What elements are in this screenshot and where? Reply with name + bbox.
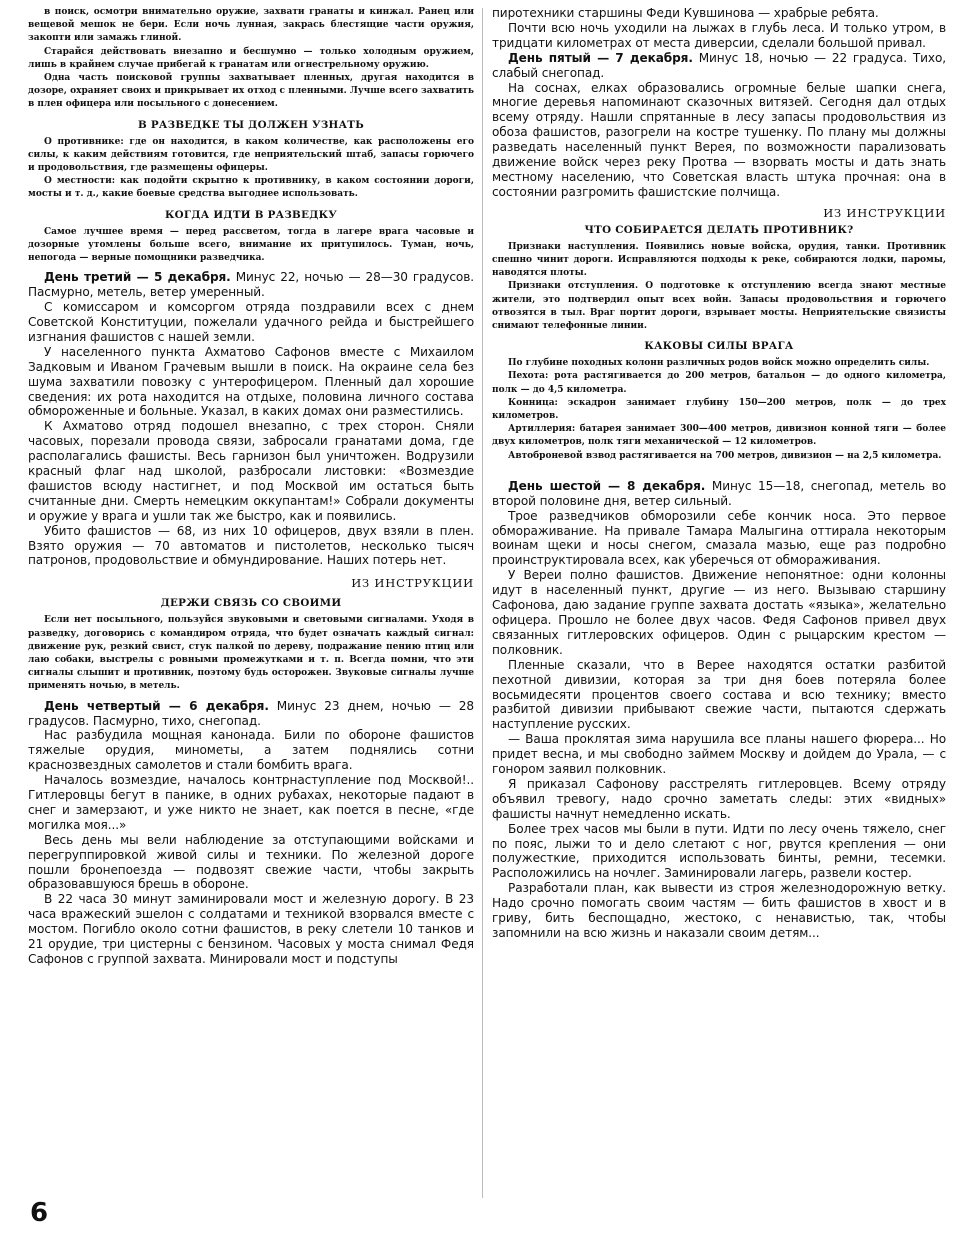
intro-instructions: [28, 6, 474, 112]
instruction-paragraph: О местности: как подойти скрытно к противнику, в каком состоянии дороги, мосты и т. д., какие боевые средства выгоднее использовать.: [28, 176, 474, 200]
diary-entry-first-line: [492, 479, 946, 509]
diary-day-heading: День шестой — 8 декабря.: [508, 478, 706, 493]
diary-paragraph: Убито фашистов — 68, из них 10 офицеров, двух взяли в плен. Взято оружия — 70 автоматов и пистолетов, несколько тысяч патронов, продовольствие и обмундирование. Наших потерь нет.: [28, 523, 474, 568]
diary-paragraph: С комиссаром и комсоргом отряда поздравили всех с днем Советской Конституции, пожелали удачного рейда и быстрейшего изгнания фашистов с нашей земли.: [28, 300, 474, 344]
diary-paragraph: В 22 часа 30 минут заминировали мост и железную дорогу. В 23 часа вражеский эшелон с солдатами и техникой взорвался вместе с мостом. Погибло около сотни фашистов, в реку слетели 10 танков и 21 орудие, три цистерны с бензином. Часовых у моста снимал Федя Сафонов с группой захвата. Минировали мост и подступы: [28, 892, 474, 966]
diary-weather: Минус 15—18, снегопад, метель во второй половине дня, ветер сильный.: [492, 478, 946, 508]
diary-paragraph: Нас разбудила мощная канонада. Били по обороне фашистов тяжелые орудия, минометы, а затем поднялись сотни краснозвездных самолетов и стали бомбить врага.: [28, 728, 474, 773]
diary-paragraph: пиротехники старшины Феди Кувшинова — храбрые ребята.: [492, 6, 879, 20]
diary-paragraph: Я приказал Сафонову расстрелять гитлеровцев. Всему отряду объявил тревогу, надо срочно заметать следы: этих «видных» фашисты начнут немедленно искать.: [492, 776, 946, 821]
diary-paragraph: Разработали план, как вывести из строя железнодорожную ветку. Надо срочно помогать своим частям — бить фашистов в хвост и в гриву, бить беспощадно, жестоко, с ненавистью, так, чтобы запомнили на всю жизнь и наказали своим детям...: [492, 881, 946, 941]
diary-paragraph: Началось возмездие, началось контрнаступление под Москвой!.. Гитлеровцы бегут в панике, в одних рубахах, некоторые падают в снег и замерзают, и уже никто не знает, как поется в песне, «где могилка моя...»: [28, 773, 474, 832]
section-heading: КАКОВЫ СИЛЫ ВРАГА: [644, 340, 794, 353]
source-label: ИЗ ИНСТРУКЦИИ: [351, 576, 474, 591]
diary-paragraph: Пленные сказали, что в Верее находятся остатки разбитой пехотной дивизии, которая за три дня боев потеряла более восьмидесяти процентов своего состава и всю технику; вместо разбитой дивизии прибывают свежие части, пытаются сдержать наступление русских.: [492, 657, 946, 732]
diary-entry-first-line: [28, 270, 474, 300]
instruction-paragraph: Признаки отступления. О подготовке к отступлению всегда знают местные жители, это подтвердил опыт всех войн. Запасы продовольствия и горючего отвозятся в тыл. Враг портит дороги, взрывает мосты. Неприятельские связисты снимают телефонные линии.: [492, 281, 946, 331]
left-column: [28, 6, 474, 1196]
diary-paragraph: Почти всю ночь уходили на лыжах в глубь леса. И только утром, в тридцати километрах от места диверсии, сделали большой привал.: [492, 20, 946, 50]
source-label: ИЗ ИНСТРУКЦИИ: [823, 205, 946, 220]
diary-paragraph: Более трех часов мы были в пути. Идти по лесу очень тяжело, снег по пояс, лыжи то и дело слетают с ног, рвутся крепления — они полужесткие, приходится использовать бинты, ремни, тесемки. Расположились на ночлег. Заминировали лагерь, развели костер.: [492, 821, 946, 881]
diary-paragraph: К Ахматово отряд подошел внезапно, с трех сторон. Сняли часовых, порезали провода связи, забросали гранатами дома, где располагались фашисты. Весь гарнизон был уничтожен. Водрузили красный флаг над школой, разбросали листовки: «Возмездие фашистов всюду настигнет, и под Москвой им остаться быть считанные дни. Смерть немецким оккупантам!» Собрали документы и оружие у врага и ушли так же быстро, как и появились.: [28, 419, 474, 523]
diary-entry-first-line: [28, 699, 474, 729]
instruction-paragraph: Самое лучшее время — перед рассветом, тогда в лагере врага часовые и дозорные утомлены больше всего, внимание их притупилось. Туман, ночь, непогода — верные помощники разведчика.: [28, 226, 474, 264]
instruction-paragraph: О противнике: где он находится, в каком количестве, как расположены его силы, к каким действиям готовится, где неприятельский штаб, запасы горючего и продовольствия, где размещены офицеры.: [28, 136, 474, 174]
diary-day-heading: День третий — 5 декабря.: [44, 270, 231, 285]
diary-weather: Минус 18, ночью — 22 градуса. Тихо, слабый снегопад.: [492, 50, 946, 80]
diary-paragraph: Весь день мы вели наблюдение за отступающими войсками и перегруппировкой живой силы и техники. По железной дороге пошли бронепоезда — подвозят свежие части, чтобы закрыть образовавшуюся брешь в обороне.: [28, 832, 474, 892]
instruction-paragraph: Если нет посыльного, пользуйся звуковыми и световыми сигналами. Уходя в разведку, договорись с командиром отряда, что будет означать каждый сигнал: движение рук, резкий свист, стук палкой по дереву, подражание пению птиц или лаю собаки, выстрелы с ровными промежутками и т. п. Всегда помни, что эти сигналы слышит и противник, поэтому будь осторожен. Звуковые сигналы лучше применять ночью, в метель.: [28, 615, 474, 692]
diary-day-heading: День пятый — 7 декабря.: [508, 50, 693, 65]
section-heading: ДЕРЖИ СВЯЗЬ СО СВОИМИ: [160, 597, 342, 610]
instruction-paragraph: Одна часть поисковой группы захватывает пленных, другая находится в дозоре, охраняет своих и прикрывает их отход с пленными. Лучше всего захватить в плен офицера или посыльного с донесением.: [28, 73, 474, 110]
instruction-paragraph: Старайся действовать внезапно и бесшумно — только холодным оружием, лишь в крайнем случае прибегай к гранатам или огнестрельному оружию.: [28, 46, 474, 70]
diary-paragraph: У населенного пункта Ахматово Сафонов вместе с Михаилом Задковым и Иваном Грачевым вышли в поиск. На окраине села без шума захватили повозку с унтерофицером. Пленный дал хорошие сведения: их рота находится на отдыхе, половина личного состава обмороженные и больные. Указал, в каких домах они разместились.: [28, 344, 474, 419]
diary-weather: Минус 23 днем, ночью — 28 градусов. Пасмурно, тихо, снегопад.: [28, 698, 474, 728]
diary-weather: Минус 22, ночью — 28—30 градусов. Пасмурно, метель, ветер умеренный.: [28, 270, 474, 300]
section-heading: КОГДА ИДТИ В РАЗВЕДКУ: [164, 208, 337, 221]
instruction-paragraph: Артиллерия: батарея занимает 300—400 метров, дивизион конной тяги — более двух километров, полк тяги механической — 12 километров.: [492, 424, 946, 448]
instruction-paragraph: Конница: эскадрон занимает глубину 150—200 метров, полк — до трех километров.: [492, 397, 946, 422]
instruction-paragraph: По глубине походных колонн различных родов войск можно определить силы.: [508, 358, 930, 369]
diary-paragraph: — Ваша проклятая зима нарушила все планы нашего фюрера... Но придет весна, и мы свободно займем Москву и дойдем до Урала, — с гонором заявил полковник.: [492, 732, 946, 777]
page-number: 6: [30, 1198, 49, 1228]
instruction-paragraph: Пехота: рота растягивается до 200 метров, батальон — до одного километра, полк — до 4,5 километра.: [492, 371, 946, 395]
section-heading: ЧТО СОБИРАЕТСЯ ДЕЛАТЬ ПРОТИВНИК?: [584, 223, 854, 236]
diary-day-heading: День четвертый — 6 декабря.: [44, 698, 269, 713]
instruction-paragraph: Признаки наступления. Появились новые войска, орудия, танки. Противник спешно чинит дороги. Исправляются подходы к реке, собираются лодки, паромы, наводятся плоты.: [492, 241, 946, 279]
diary-paragraph: На соснах, елках образовались огромные белые шапки снега, многие деревья напоминают сказочных витязей. Сегодня дал отдых всему отряду. Нашли спрятанные в лесу запасы продовольствия из обоза фашистов, разогрели на костре тушенку. По плану мы должны разведать населенный пункт Верея, по возможности парализовать движение войск через реку Протва — взорвать мосты и дать знать местному населению, что Советская власть штука прочная: она в состоянии разгромить фашистские полчища.: [492, 80, 946, 199]
section-heading: В РАЗВЕДКЕ ТЫ ДОЛЖЕН УЗНАТЬ: [137, 118, 365, 131]
right-column: [492, 6, 946, 1196]
diary-paragraph: Трое разведчиков обморозили себе кончик носа. Это первое обмораживание. На привале Тамара Малыгина оттирала некоторым воинам щеки и носы снегом, смазала мазью, еще раз подробно проинструктировала всех, как уберечься от обмораживания.: [492, 508, 946, 568]
diary-entry-first-line: [492, 51, 946, 81]
instruction-paragraph: Автоброневой взвод растягивается на 700 метров, дивизион — на 2,5 километра.: [508, 450, 942, 461]
column-divider: [482, 8, 483, 1198]
diary-paragraph: У Вереи полно фашистов. Движение непонятное: одни колонны идут в населенный пункт, другие — из него. Вызываю старшину Сафонова, даю задание группе захвата достать «языка», желательно офицера. Прошло не более двух часов. Федя Сафонов привел двух связанных гитлеровских офицеров. Один с рыцарским крестом — полковник.: [492, 568, 946, 657]
instruction-paragraph: в поиск, осмотри внимательно оружие, захвати гранаты и кинжал. Ранец или вещевой мешок не бери. Если ночь лунная, закрась блестящие части оружия, закопти или замажь глиной.: [28, 7, 474, 44]
